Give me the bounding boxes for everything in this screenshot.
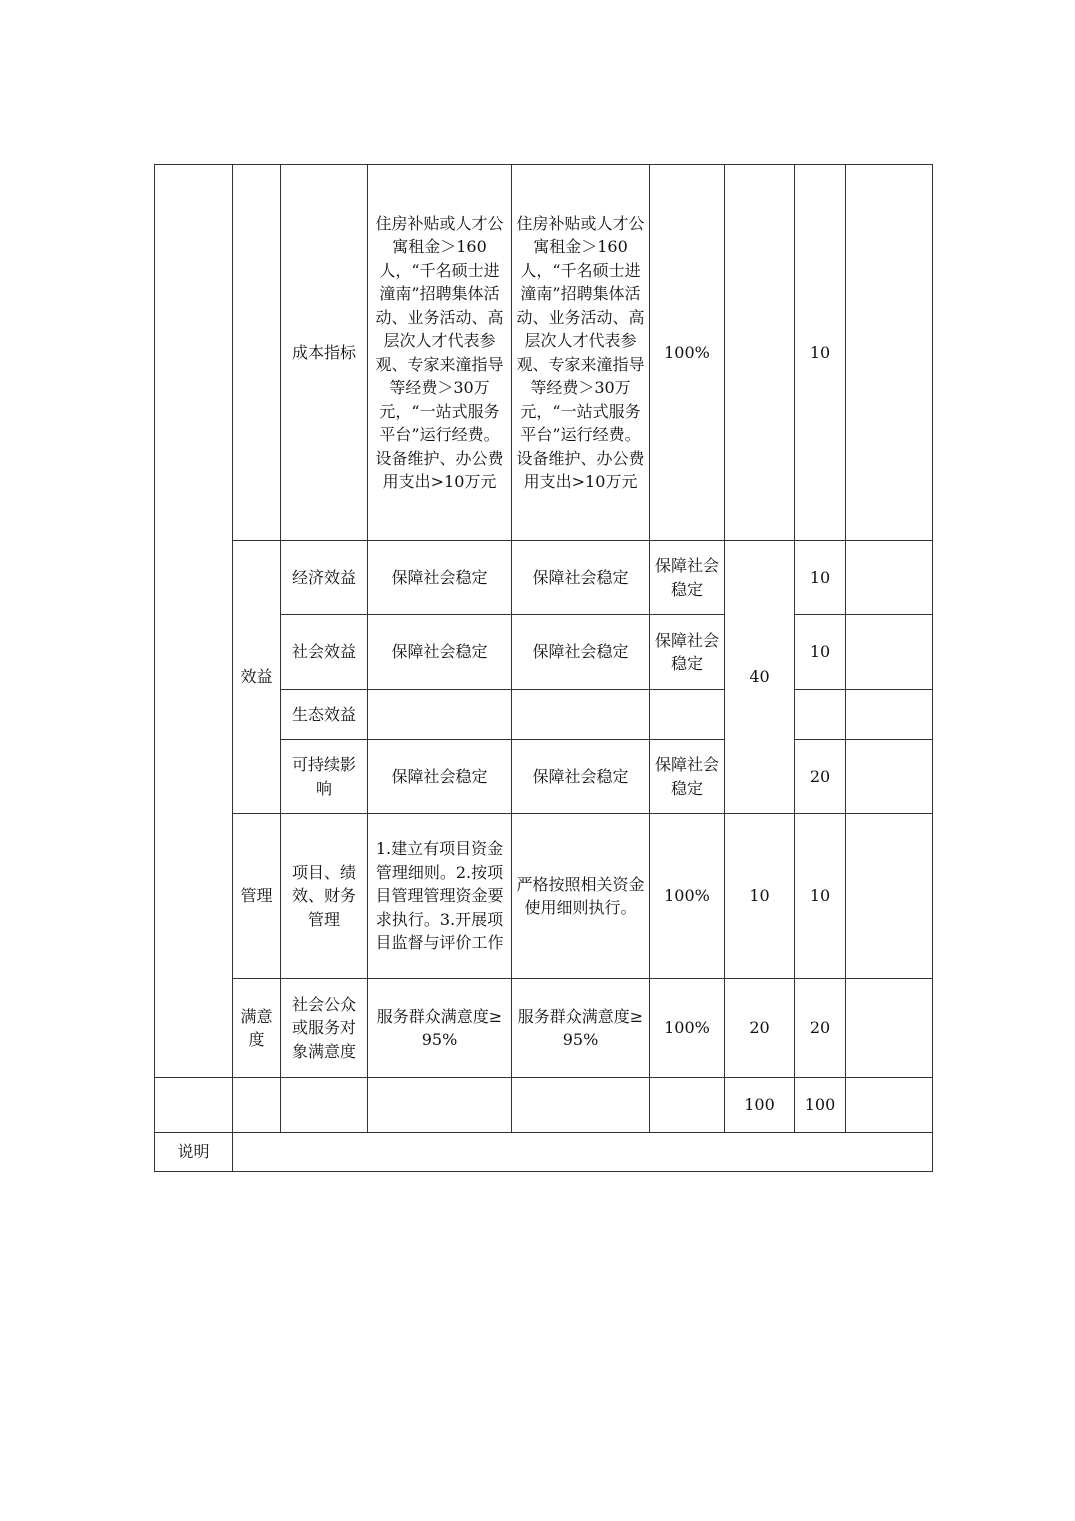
ecological-target-cell [368,690,512,740]
table-row [155,814,933,979]
satisfaction-actual-cell: 服务群众满意度≥95% [512,979,650,1078]
satisfaction-score-cell: 20 [795,979,846,1078]
satisfaction-indicator-label: 社会公众或服务对象满意度 [281,979,368,1078]
cost-target-cell: 住房补贴或人才公寓租金＞160人，“千名硕士进潼南”招聘集体活动、业务活动、高层次人才代表参观、专家来潼指导等经费＞30万元，“一站式服务平台”运行经费。设备维护、办公费用支出>10万元 [368,165,512,541]
table-row [155,165,933,541]
social-score-cell: 10 [795,615,846,690]
economic-target-cell: 保障社会稳定 [368,541,512,615]
total-weight-cell: 100 [725,1077,795,1132]
management-rate-cell: 100% [650,814,725,979]
total-blank-cell [281,1077,368,1132]
total-blank-cell [650,1077,725,1132]
summary-table [154,1077,933,1172]
management-score-cell: 10 [795,814,846,979]
cost-rate-cell: 100% [650,165,725,541]
ecological-rate-cell [650,690,725,740]
sustainable-score-cell: 20 [795,740,846,814]
social-actual-cell: 保障社会稳定 [512,615,650,690]
cost-weight-cell [725,165,795,541]
performance-table [154,164,933,1078]
cost-remark-cell [846,165,933,541]
total-remark-cell [846,1077,933,1132]
cost-indicator-label: 成本指标 [281,165,368,541]
social-remark-cell [846,615,933,690]
economic-remark-cell [846,541,933,615]
sustainable-target-cell: 保障社会稳定 [368,740,512,814]
cost-score-cell: 10 [795,165,846,541]
sustainable-actual-cell: 保障社会稳定 [512,740,650,814]
total-row [155,1077,933,1132]
table-row [155,979,933,1078]
category-blank-cell [233,165,281,541]
note-row [155,1132,933,1171]
sustainable-remark-cell [846,740,933,814]
cost-actual-cell: 住房补贴或人才公寓租金＞160人，“千名硕士进潼南”招聘集体活动、业务活动、高层次人才代表参观、专家来潼指导等经费＞30万元，“一站式服务平台”运行经费。设备维护、办公费用支出>10万元 [512,165,650,541]
table-row [155,541,933,615]
ecological-score-cell [795,690,846,740]
total-blank-cell [155,1077,233,1132]
management-target-cell: 1.建立有项目资金管理细则。2.按项目管理管理资金要求执行。3.开展项目监督与评价工作 [368,814,512,979]
satisfaction-target-cell: 服务群众满意度≥95% [368,979,512,1078]
economic-rate-cell: 保障社会稳定 [650,541,725,615]
note-label-cell: 说明 [155,1132,233,1171]
management-actual-cell: 严格按照相关资金使用细则执行。 [512,814,650,979]
benefit-category-cell: 效益 [233,541,281,814]
satisfaction-rate-cell: 100% [650,979,725,1078]
social-benefit-label: 社会效益 [281,615,368,690]
management-weight-cell: 10 [725,814,795,979]
satisfaction-remark-cell [846,979,933,1078]
total-blank-cell [512,1077,650,1132]
social-rate-cell: 保障社会稳定 [650,615,725,690]
sustainable-rate-cell: 保障社会稳定 [650,740,725,814]
satisfaction-weight-cell: 20 [725,979,795,1078]
ecological-remark-cell [846,690,933,740]
social-target-cell: 保障社会稳定 [368,615,512,690]
economic-score-cell: 10 [795,541,846,615]
ecological-benefit-label: 生态效益 [281,690,368,740]
benefit-weight-cell: 40 [725,541,795,814]
note-value-cell [233,1132,933,1171]
satisfaction-category-cell: 满意度 [233,979,281,1078]
total-score-cell: 100 [795,1077,846,1132]
management-remark-cell [846,814,933,979]
first-level-blank-cell [155,165,233,1078]
economic-benefit-label: 经济效益 [281,541,368,615]
total-blank-cell [368,1077,512,1132]
management-indicator-label: 项目、绩效、财务管理 [281,814,368,979]
management-category-cell: 管理 [233,814,281,979]
total-blank-cell [233,1077,281,1132]
sustainable-impact-label: 可持续影响 [281,740,368,814]
economic-actual-cell: 保障社会稳定 [512,541,650,615]
ecological-actual-cell [512,690,650,740]
